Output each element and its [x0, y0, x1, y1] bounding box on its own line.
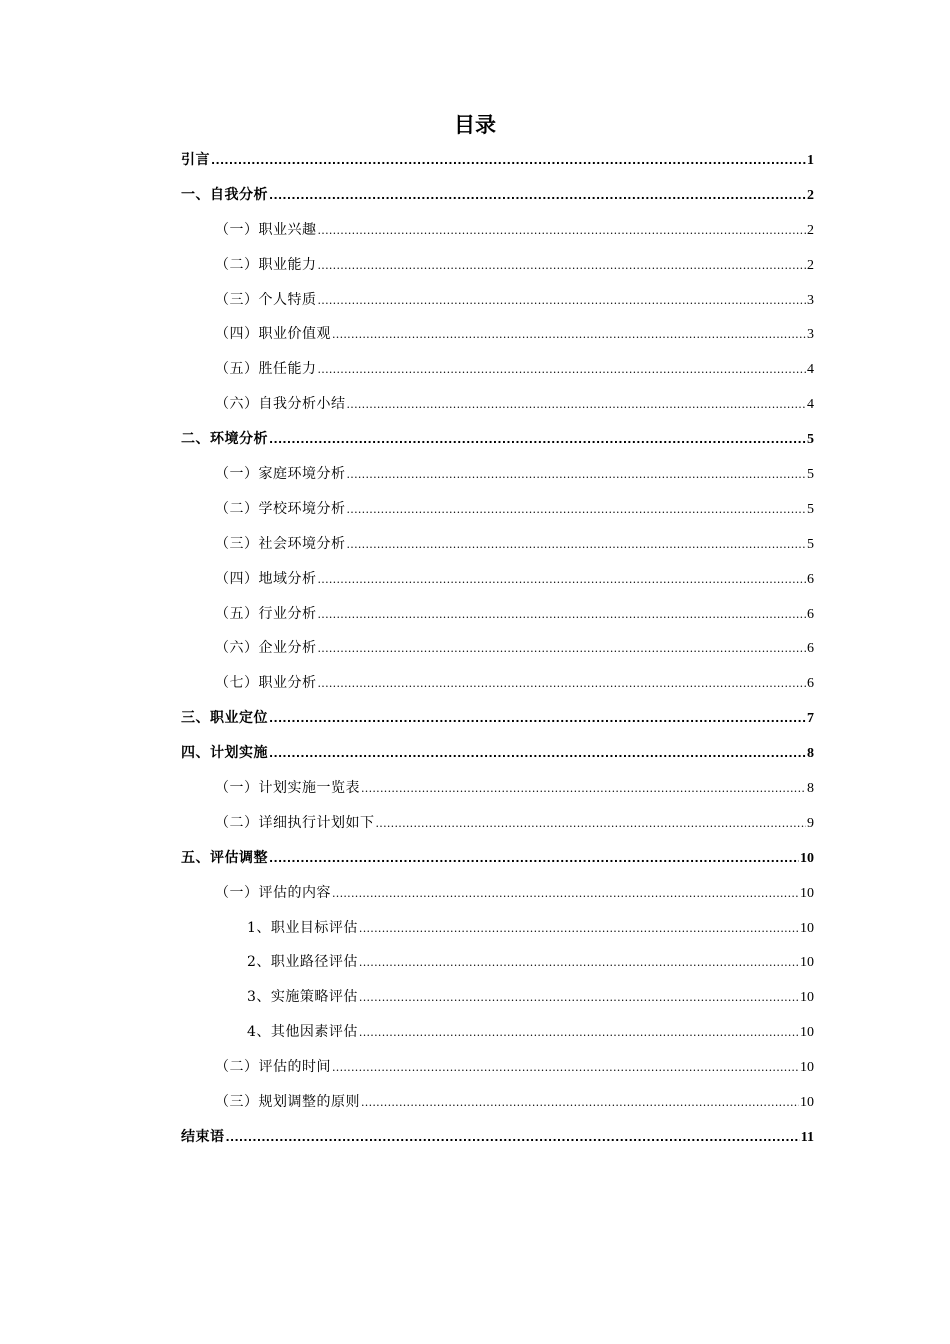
toc-dot-leader	[318, 632, 807, 667]
toc-dot-leader	[359, 946, 799, 981]
toc-entry-page-number: 10	[800, 1025, 814, 1041]
toc-dot-leader	[226, 1121, 800, 1156]
toc-entry-label: （二）详细执行计划如下	[215, 814, 375, 831]
toc-entry-page-number: 2	[807, 187, 814, 203]
toc-dot-leader	[332, 877, 799, 912]
toc-entry-label: 二、环境分析	[181, 431, 268, 448]
toc-entry[interactable]	[181, 771, 814, 806]
toc-list	[181, 143, 814, 1155]
toc-entry-label: 一、自我分析	[181, 186, 268, 203]
toc-entry-label: （七）职业分析	[215, 675, 317, 692]
toc-entry-page-number: 10	[800, 955, 814, 971]
toc-entry[interactable]	[181, 841, 814, 876]
toc-entry[interactable]	[181, 1120, 814, 1155]
toc-entry-label: （一）家庭环境分析	[215, 466, 346, 483]
toc-dot-leader	[332, 318, 806, 353]
toc-entry[interactable]	[181, 1050, 814, 1085]
toc-entry-label: （三）规划调整的原则	[215, 1094, 360, 1111]
toc-dot-leader	[332, 1051, 799, 1086]
toc-dot-leader	[347, 458, 807, 493]
toc-entry-page-number: 5	[807, 501, 814, 517]
toc-entry-label: （四）地域分析	[215, 570, 317, 587]
toc-dot-leader	[361, 1086, 799, 1121]
toc-entry-page-number: 10	[800, 1095, 814, 1111]
toc-dot-leader	[347, 528, 807, 563]
toc-entry-label: （三）个人特质	[215, 291, 317, 308]
toc-dot-leader	[376, 807, 807, 842]
toc-dot-leader	[361, 772, 806, 807]
toc-entry-label: （二）学校环境分析	[215, 500, 346, 517]
toc-entry[interactable]	[181, 422, 814, 457]
toc-entry[interactable]	[181, 178, 814, 213]
toc-dot-leader	[269, 179, 806, 214]
toc-dot-leader	[359, 981, 799, 1016]
toc-entry-label: （三）社会环境分析	[215, 535, 346, 552]
toc-entry[interactable]	[181, 911, 814, 946]
toc-entry-label: （四）职业价值观	[215, 326, 331, 343]
toc-entry-label: 3、实施策略评估	[247, 989, 358, 1006]
toc-entry[interactable]	[181, 980, 814, 1015]
toc-entry-page-number: 10	[800, 920, 814, 936]
toc-entry[interactable]	[181, 666, 814, 701]
toc-entry-label: （二）评估的时间	[215, 1059, 331, 1076]
toc-dot-leader	[269, 737, 806, 772]
toc-entry[interactable]	[181, 143, 814, 178]
toc-entry-label: 4、其他因素评估	[247, 1024, 358, 1041]
toc-entry[interactable]	[181, 352, 814, 387]
toc-entry-page-number: 6	[807, 641, 814, 657]
toc-entry-page-number: 2	[807, 222, 814, 238]
toc-entry-label: 1、职业目标评估	[247, 919, 358, 936]
toc-entry[interactable]	[181, 701, 814, 736]
toc-entry[interactable]	[181, 562, 814, 597]
toc-entry-page-number: 5	[807, 467, 814, 483]
toc-entry-page-number: 3	[807, 292, 814, 308]
toc-dot-leader	[318, 563, 807, 598]
toc-dot-leader	[347, 388, 807, 423]
toc-entry-page-number: 4	[807, 362, 814, 378]
toc-entry[interactable]	[181, 457, 814, 492]
toc-entry[interactable]	[181, 527, 814, 562]
toc-entry-page-number: 10	[800, 885, 814, 901]
toc-entry-label: 引言	[181, 152, 210, 168]
toc-entry[interactable]	[181, 597, 814, 632]
toc-entry-page-number: 10	[800, 1060, 814, 1076]
toc-entry-page-number: 5	[807, 536, 814, 552]
toc-entry-page-number: 8	[807, 781, 814, 797]
toc-entry[interactable]	[181, 945, 814, 980]
toc-entry[interactable]	[181, 492, 814, 527]
toc-dot-leader	[269, 423, 806, 458]
toc-entry[interactable]	[181, 248, 814, 283]
toc-dot-leader	[318, 284, 807, 319]
toc-entry[interactable]	[181, 736, 814, 771]
toc-entry-page-number: 4	[807, 397, 814, 413]
toc-entry-label: （六）企业分析	[215, 640, 317, 657]
toc-entry-page-number: 6	[807, 606, 814, 622]
toc-dot-leader	[359, 1016, 799, 1051]
toc-entry-page-number: 6	[807, 571, 814, 587]
toc-dot-leader	[318, 353, 807, 388]
toc-entry-page-number: 3	[807, 327, 814, 343]
toc-entry[interactable]	[181, 1015, 814, 1050]
toc-entry[interactable]	[181, 631, 814, 666]
toc-dot-leader	[318, 667, 807, 702]
toc-entry-label: 三、职业定位	[181, 710, 268, 727]
toc-entry-page-number: 9	[807, 815, 814, 831]
toc-dot-leader	[318, 249, 807, 284]
toc-entry-label: 2、职业路径评估	[247, 954, 358, 971]
toc-entry-page-number: 5	[807, 432, 814, 448]
toc-entry-page-number: 10	[800, 850, 814, 866]
toc-dot-leader	[211, 144, 806, 179]
toc-entry[interactable]	[181, 1085, 814, 1120]
toc-entry-label: 结束语	[181, 1128, 225, 1145]
toc-entry-label: （六）自我分析小结	[215, 396, 346, 413]
toc-entry-label: （五）行业分析	[215, 605, 317, 622]
toc-entry-label: （五）胜任能力	[215, 361, 317, 378]
toc-entry[interactable]	[181, 876, 814, 911]
toc-dot-leader	[347, 493, 807, 528]
toc-entry-page-number: 6	[807, 676, 814, 692]
toc-entry[interactable]	[181, 806, 814, 841]
toc-entry-page-number: 8	[807, 746, 814, 762]
toc-entry-label: （一）职业兴趣	[215, 221, 317, 238]
toc-entry[interactable]	[181, 317, 814, 352]
toc-dot-leader	[318, 214, 807, 249]
toc-entry-label: （一）计划实施一览表	[215, 780, 360, 797]
toc-entry-label: 五、评估调整	[181, 849, 268, 866]
toc-entry[interactable]	[181, 213, 814, 248]
toc-dot-leader	[269, 842, 799, 877]
toc-entry-label: （二）职业能力	[215, 256, 317, 273]
toc-title: 目录	[454, 113, 496, 137]
toc-dot-leader	[359, 912, 799, 947]
toc-entry-page-number: 10	[800, 990, 814, 1006]
toc-dot-leader	[318, 598, 807, 633]
toc-entry-label: 四、计划实施	[181, 745, 268, 762]
toc-entry[interactable]	[181, 283, 814, 318]
toc-entry-page-number: 1	[807, 153, 814, 168]
toc-dot-leader	[269, 702, 806, 737]
toc-entry-label: （一）评估的内容	[215, 884, 331, 901]
toc-entry-page-number: 11	[800, 1129, 814, 1145]
toc-entry[interactable]	[181, 387, 814, 422]
toc-entry-page-number: 2	[807, 257, 814, 273]
toc-entry-page-number: 7	[807, 711, 814, 727]
